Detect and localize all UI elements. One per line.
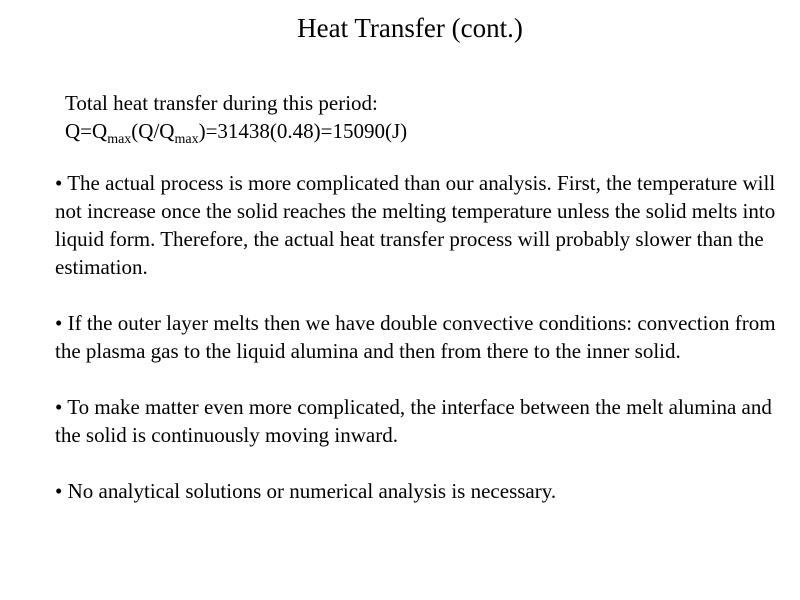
equation-part-1: Q=Q bbox=[65, 119, 108, 143]
slide-title: Heat Transfer (cont.) bbox=[297, 13, 523, 43]
bullet-process-complexity: • The actual process is more complicated than our analysis. First, the temperature will not increase once the solid reaches the melting temperature unless the solid melts into liquid form. Therefore, the actual heat transfer process will probably slower than the estimation. bbox=[55, 171, 776, 279]
equation-subscript-2: max bbox=[174, 132, 199, 147]
bullet-list bbox=[55, 169, 785, 505]
bullet-double-convection: • If the outer layer melts then we have double convective conditions: convection from the plasma gas to the liquid alumina and then from there to the inner solid. bbox=[55, 311, 776, 363]
total-heat-intro: Total heat transfer during this period: bbox=[65, 91, 378, 115]
equation-part-3: )=31438(0.48)=15090(J) bbox=[198, 119, 408, 143]
total-heat-block bbox=[65, 89, 407, 145]
equation-subscript-1: max bbox=[107, 132, 132, 147]
bullet-no-solution: • No analytical solutions or numerical analysis is necessary. bbox=[55, 479, 557, 503]
bullet-moving-interface: • To make matter even more complicated, the interface between the melt alumina and the solid is continuously moving inward. bbox=[55, 395, 772, 447]
total-heat-equation bbox=[65, 117, 407, 145]
equation-part-2: (Q/Q bbox=[131, 119, 175, 143]
